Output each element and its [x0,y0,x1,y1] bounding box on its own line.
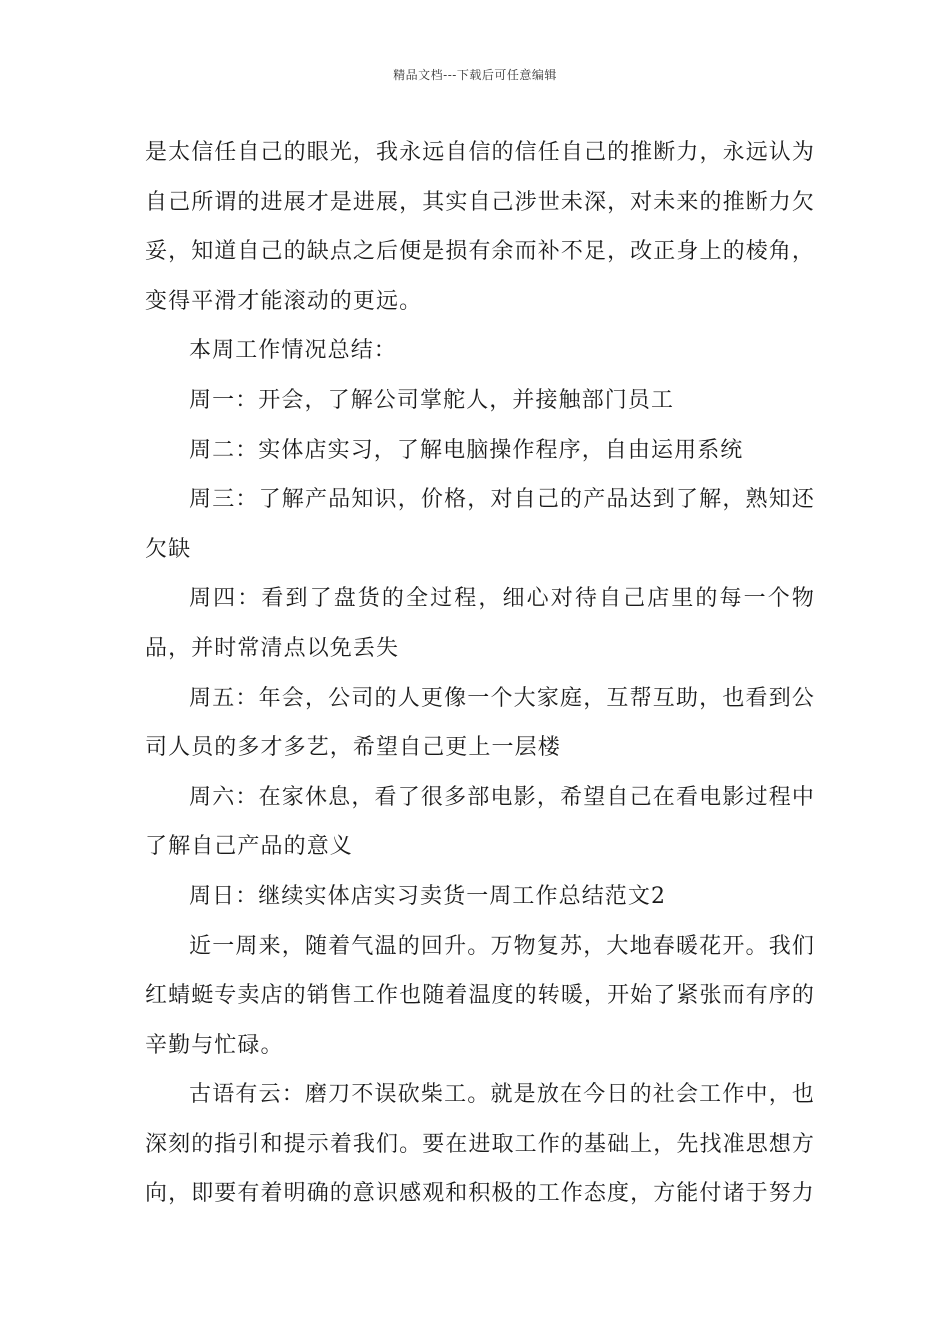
paragraph-spring-sales: 近一周来，随着气温的回升。万物复苏，大地春暖花开。我们红蜻蜓专卖店的销售工作也随着温度的转暖，开始了紧张而有序的辛勤与忙碌。 [145,933,815,1058]
paragraph-weekly-summary-heading: 本周工作情况总结： [189,338,397,364]
paragraph-1: 是太信任自己的眼光，我永远自信的信任自己的推断力，永远认为自己所谓的进展才是进展，其实自己涉世未深，对未来的推断力欠妥，知道自己的缺点之后便是损有余而补不足，改正身上的棱角，变得平滑才能滚动的更远。 [145,140,815,314]
paragraph-proverb: 古语有云：磨刀不误砍柴工。就是放在今日的社会工作中，也深刻的指引和提示着我们。要在进取工作的基础上，先找准思想方向，即要有着明确的意识感观和积极的工作态度，方能付诸于努力 [145,1082,815,1207]
paragraph-friday: 周五：年会，公司的人更像一个大家庭，互帮互助，也看到公司人员的多才多艺，希望自己更上一层楼 [145,685,815,761]
header-note: 精品文档---下载后可任意编辑 [393,68,557,82]
paragraph-tuesday: 周二：实体店实习，了解电脑操作程序，自由运用系统 [189,437,744,463]
paragraph-sunday: 周日：继续实体店实习卖货一周工作总结范文2 [189,883,667,909]
paragraph-monday: 周一：开会，了解公司掌舵人，并接触部门员工 [189,387,675,413]
document-body [145,128,815,1219]
paragraph-wednesday: 周三：了解产品知识，价格，对自己的产品达到了解，熟知还欠缺 [145,487,815,562]
paragraph-saturday: 周六：在家休息，看了很多部电影，希望自己在看电影过程中了解自己产品的意义 [145,784,815,860]
paragraph-thursday: 周四：看到了盘货的全过程，细心对待自己店里的每一个物品，并时常清点以免丢失 [145,586,815,661]
